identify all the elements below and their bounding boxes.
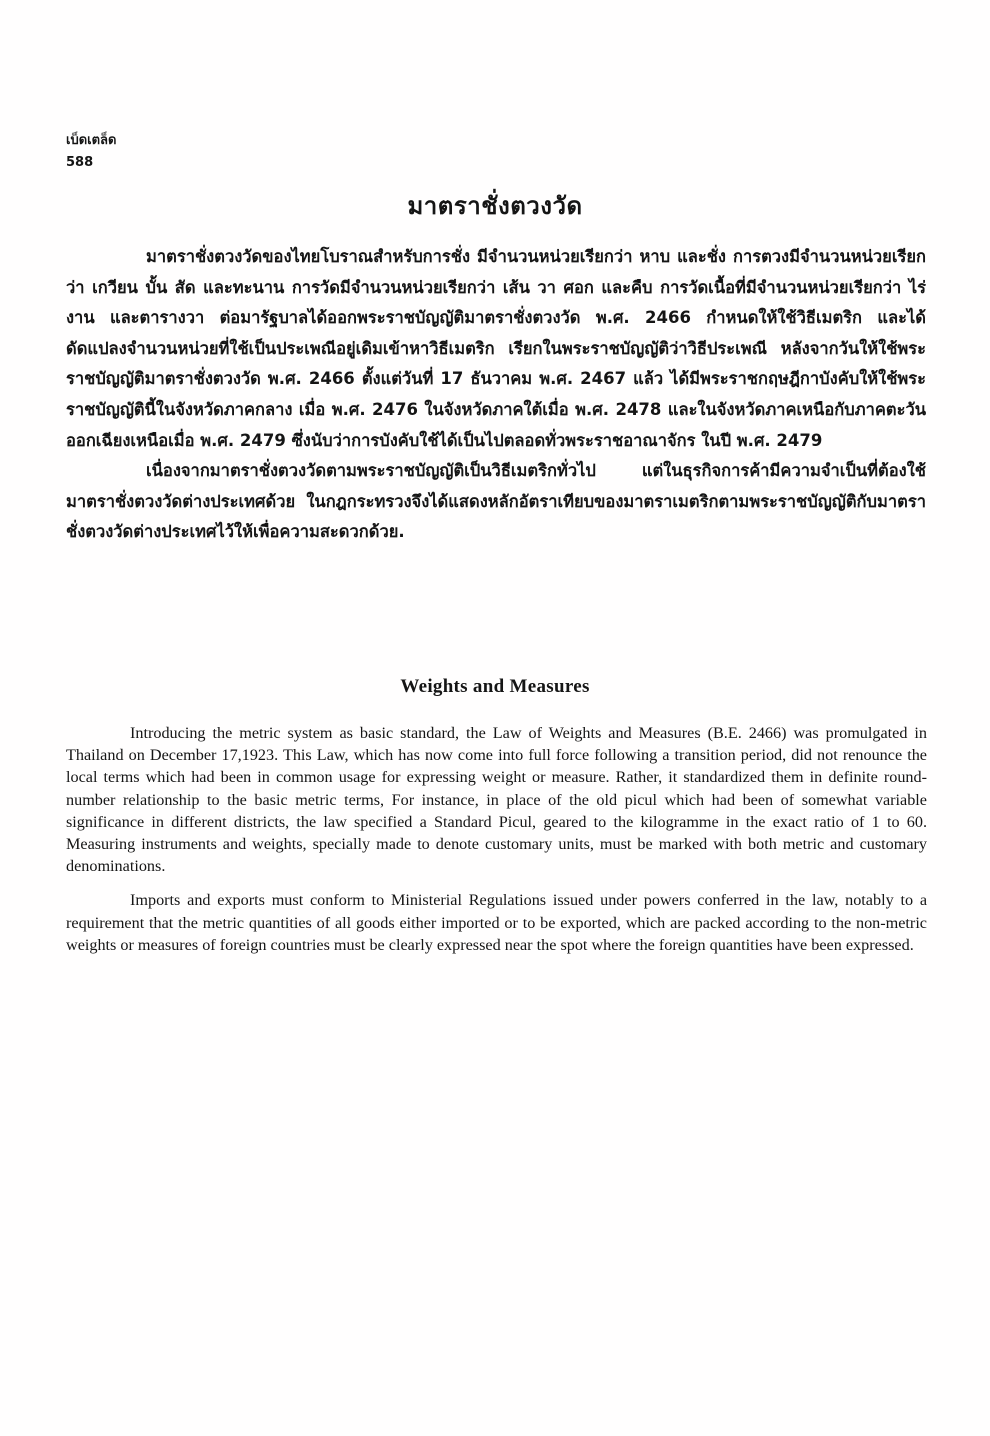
- page-number: 588: [66, 155, 94, 170]
- page-header: [66, 130, 116, 174]
- english-title: Weights and Measures: [400, 676, 590, 697]
- thai-paragraph-1: มาตราชั่งตวงวัดของไทยโบราณสำหรับการชั่ง มีจำนวนหน่วยเรียกว่า หาบ และชั่ง การตวงมีจำนวนหน่วยเรียกว่า เกวียน บั้น สัด และทะนาน การวัดมีจำนวนหน่วยเรียกว่า เส้น วา ศอก และคืบ การวัดเนื้อที่มีจำนวนหน่วยเรียกว่า ไร่ งาน และตารางวา ต่อมารัฐบาลได้ออกพระราชบัญญัติมาตราชั่งตวงวัด พ.ศ. 2466 กำหนดให้ใช้วิธีเมตริก และได้ดัดแปลงจำนวนหน่วยที่ใช้เป็นประเพณีอยู่เดิมเข้าหาวิธีเมตริก เรียกในพระราชบัญญัติว่าวิธีประเพณี หลังจากวันให้ใช้พระราชบัญญัติมาตราชั่งตวงวัด พ.ศ. 2466 ตั้งแต่วันที่ 17 ธันวาคม พ.ศ. 2467 แล้ว ได้มีพระราชกฤษฎีกาบังคับให้ใช้พระราชบัญญัตินี้ในจังหวัดภาคกลาง เมื่อ พ.ศ. 2476 ในจังหวัดภาคใต้เมื่อ พ.ศ. 2478 และในจังหวัดภาคเหนือกับภาคตะวันออกเฉียงเหนือเมื่อ พ.ศ. 2479 ซึ่งนับว่าการบังคับใช้ได้เป็นไปตลอดทั่วพระราชอาณาจักร ในปี พ.ศ. 2479: [66, 247, 926, 450]
- thai-paragraph-2: เนื่องจากมาตราชั่งตวงวัดตามพระราชบัญญัติเป็นวิธีเมตริกทั่วไป แต่ในธุรกิจการค้ามีความจำเป็นที่ต้องใช้มาตราชั่งตวงวัดต่างประเทศด้วย ในกฎกระทรวงจึงได้แสดงหลักอัตราเทียบของมาตราเมตริกตามพระราชบัญญัติกับมาตราชั่งตวงวัดต่างประเทศไว้ให้เพื่อความสะดวกด้วย.: [66, 461, 926, 542]
- english-paragraph-2: Imports and exports must conform to Ministerial Regulations issued under powers conferred in the law, notably to a requirement that the metric quantities of all goods either imported or to be exported, which are packed according to the non-metric weights or measures of foreign countries must be clearly expressed near the spot where the foreign quantities have been expressed.: [66, 891, 927, 954]
- thai-title: มาตราชั่งตวงวัด: [407, 192, 583, 220]
- thai-body: [66, 242, 926, 548]
- english-paragraph-1: Introducing the metric system as basic standard, the Law of Weights and Measures (B.E. 2466) was promulgated in Thailand on December 17,1923. This Law, which has now come into full force following a transition period, did not renounce the local terms which had been in common usage for expressing weight or measure. Rather, it standardized them in definite round-number relationship to the basic metric terms, For instance, in place of the old picul which had been of somewhat variable significance in different districts, the law specified a Standard Picul, geared to the kilogramme in the exact ratio of 1 to 60. Measuring instruments and weights, specially made to denote customary units, must be marked with both metric and customary denominations.: [66, 724, 927, 876]
- english-body: [66, 722, 927, 956]
- section-label: เบ็ดเตล็ด: [66, 133, 117, 148]
